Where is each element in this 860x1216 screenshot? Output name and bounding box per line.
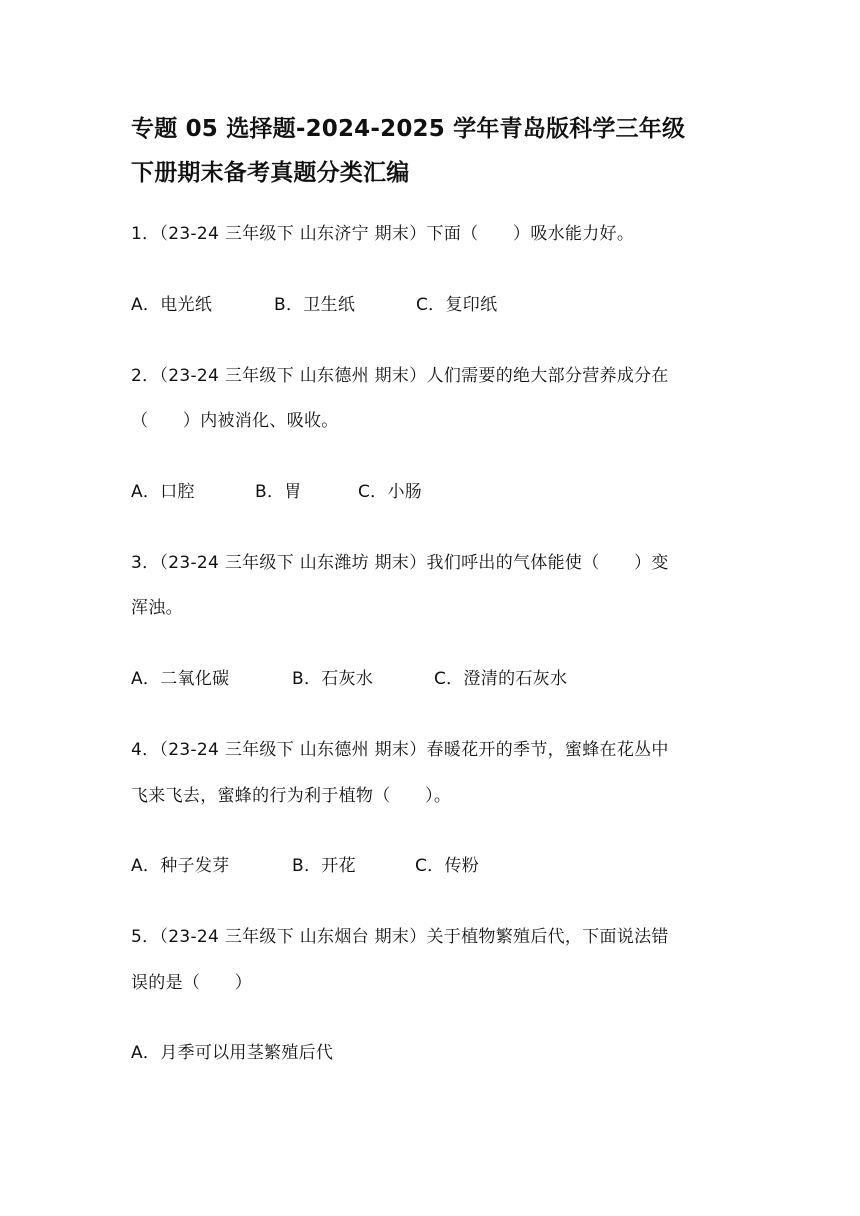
question-3-stem-line-1: 3．（23-24 三年级下 山东潍坊 期末）我们呼出的气体能使（ ）变 [131, 553, 669, 573]
question-4-stem-line-2: 飞来飞去，蜜蜂的行为利于植物（ ）。 [131, 786, 452, 806]
question-4-options [131, 854, 479, 878]
question-4-option-a: A．种子发芽 [131, 856, 230, 876]
document-title-line-2: 下册期末备考真题分类汇编 [131, 160, 410, 186]
question-3-stem-line-2: 浑浊。 [131, 598, 183, 618]
question-1-options [131, 293, 497, 317]
question-2-stem-line-1: 2．（23-24 三年级下 山东德州 期末）人们需要的绝大部分营养成分在 [131, 366, 669, 386]
question-2-stem-line-2: （ ）内被消化、吸收。 [131, 411, 339, 431]
question-2-options [131, 480, 422, 504]
question-4-option-c: C．传粉 [415, 856, 480, 876]
question-5-stem-line-1: 5．（23-24 三年级下 山东烟台 期末）关于植物繁殖后代，下面说法错 [131, 927, 669, 947]
question-2-option-a: A．口腔 [131, 482, 195, 502]
question-3-option-c: C．澄清的石灰水 [434, 669, 568, 689]
question-3-options [131, 667, 567, 691]
question-3-option-a: A．二氧化碳 [131, 669, 230, 689]
question-1-option-c: C．复印纸 [416, 295, 498, 315]
question-5-option-a: A．月季可以用茎繁殖后代 [131, 1043, 334, 1063]
question-1-option-b: B．卫生纸 [274, 295, 356, 315]
question-3-option-b: B．石灰水 [292, 669, 374, 689]
question-1-stem-line-1: 1．（23-24 三年级下 山东济宁 期末）下面（ ）吸水能力好。 [131, 224, 635, 244]
question-2-option-b: B．胃 [255, 482, 302, 502]
question-2-option-c: C．小肠 [358, 482, 423, 502]
question-5-stem-line-2: 误的是（ ） [131, 973, 253, 993]
question-1-option-a: A．电光纸 [131, 295, 213, 315]
question-4-stem-line-1: 4．（23-24 三年级下 山东德州 期末）春暖花开的季节，蜜蜂在花丛中 [131, 740, 669, 760]
question-4-option-b: B．开花 [292, 856, 356, 876]
document-title-line-1: 专题 05 选择题-2024-2025 学年青岛版科学三年级 [131, 116, 686, 142]
